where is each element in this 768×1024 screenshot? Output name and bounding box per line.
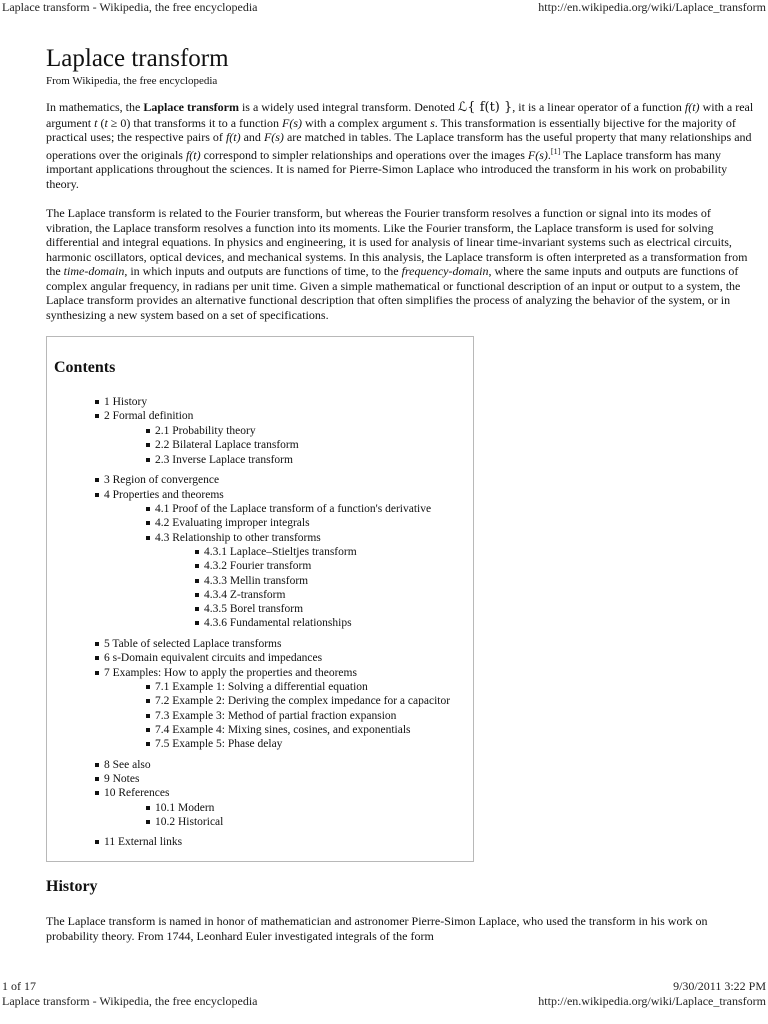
text: . This transformation is essentially bijective for the majority of practical uses; the respective pairs of [46,115,736,144]
toc-item[interactable]: 2.1 Probability theory [155,425,256,437]
math-ft: f(t) [185,147,201,162]
text: The Laplace transform is related to the Fourier transform, but whereas the Fourier transform resolves a function or signal into its modes of vibration, the Laplace transform resolves a function into its moments. Like the Fourier transform, the Laplace transform is used for solving differential and integral equations. In physics and engineering, it is used for analysis of linear time-invariant systems such as electrical circuits, harmonic oscillators, optical devices, and mechanical systems. In this analysis, the Laplace transform is often interpreted as a transformation from the [46,206,748,278]
text: , where the same inputs and outputs are functions of complex angular frequency, in radians per unit time. Given a simple mathematical or functional description of an input or output to a system, the Laplace transform provides an alternative functional description that often simplifies the process of analyzing the behavior of the system, or in synthesizing a new system based on a set of specifications. [46,264,741,322]
toc-item[interactable]: 1 History [104,396,148,408]
toc-item[interactable]: 7.5 Example 5: Phase delay [155,738,283,750]
math-t: t [94,115,98,130]
toc-item[interactable]: 4.3.2 Fourier transform [204,560,312,572]
laplace-notation: ℒ{ f(t) } [457,100,513,115]
toc-item[interactable]: 4.1 Proof of the Laplace transform of a function's derivative [155,503,432,515]
math-Fs: F(s) [282,115,303,130]
print-datetime: 9/30/2011 3:22 PM [673,979,766,993]
history-paragraph: The Laplace transform is named in honor of mathematician and astronomer Pierre-Simon Laplace, who used the transform in his work on probability theory. From 1744, Leonhard Euler investigated integrals of the form [46,914,708,943]
header-title: Laplace transform - Wikipedia, the free encyclopedia [2,0,258,14]
text: are matched in tables. The Laplace transform has the useful property that many relationships and operations over the originals [46,130,752,162]
text: , in which inputs and outputs are functions of time, to the [124,264,402,278]
history-heading: History [46,878,98,895]
table-of-contents [46,336,474,862]
text: and [240,130,264,144]
toc-item[interactable]: 7.3 Example 3: Method of partial fraction expansion [155,710,397,722]
footer-title: Laplace transform - Wikipedia, the free encyclopedia [2,994,258,1008]
toc-item[interactable]: 7.1 Example 1: Solving a differential equation [155,681,368,693]
text: , it is a linear operator of a function [512,100,685,114]
header-url[interactable]: http://en.wikipedia.org/wiki/Laplace_transform [538,0,766,14]
page-subtitle: From Wikipedia, the free encyclopedia [46,75,218,87]
citation-link[interactable]: [1] [550,146,561,156]
text: . [547,147,551,162]
toc-item[interactable]: 10.1 Modern [155,802,215,814]
toc-item[interactable]: 3 Region of convergence [104,474,220,486]
text: with a real argument [46,100,754,130]
toc-item[interactable]: 10.2 Historical [155,816,224,828]
text: In mathematics, the [46,100,144,114]
toc-item[interactable]: 4.3.1 Laplace–Stieltjes transform [204,546,357,558]
toc-item[interactable]: 2.2 Bilateral Laplace transform [155,439,299,451]
term-frequency-domain: frequency-domain [401,264,489,278]
math-t: t [104,115,108,130]
article-content [46,44,756,943]
toc-item[interactable]: 5 Table of selected Laplace transforms [104,638,282,650]
toc-item[interactable]: 4.3.4 Z-transform [204,589,286,601]
intro-paragraph [46,100,756,191]
toc-item[interactable]: 9 Notes [104,773,140,785]
toc-item[interactable]: 6 s-Domain equivalent circuits and impedances [104,652,323,664]
text: The Laplace transform has many important applications throughout the sciences. It is named for Pierre-Simon Laplace who introduced the transform in his work on probability theory. [46,147,728,191]
toc-item[interactable]: 2 Formal definition [104,410,194,422]
toc-title: Contents [54,359,116,376]
math-Fs: F(s) [527,147,548,162]
text: correspond to simpler relationships and operations over the images [200,147,528,162]
toc-item[interactable]: 4.3.5 Borel transform [204,603,304,615]
toc-item[interactable]: 4 Properties and theorems [104,489,224,501]
toc-item[interactable]: 11 External links [104,836,183,848]
page-number: 1 of 17 [2,979,36,993]
page-title: Laplace transform [46,45,229,72]
toc-item[interactable]: 4.2 Evaluating improper integrals [155,517,310,529]
toc-item[interactable]: 2.3 Inverse Laplace transform [155,454,293,466]
math-s: s [430,115,435,130]
toc-item[interactable]: 10 References [104,787,170,799]
toc-item[interactable]: 4.3.3 Mellin transform [204,575,309,587]
text: ( [97,115,105,130]
term-bold: Laplace transform [143,100,239,114]
toc-item[interactable]: 4.3.6 Fundamental relationships [204,617,352,629]
toc-item[interactable]: 7 Examples: How to apply the properties and theorems [104,667,357,679]
toc-item[interactable]: 7.4 Example 4: Mixing sines, cosines, and exponentials [155,724,411,736]
text: with a complex argument [302,115,431,130]
toc-item[interactable]: 8 See also [104,759,151,771]
text: is a widely used integral transform. Denoted [238,100,458,114]
footer-url[interactable]: http://en.wikipedia.org/wiki/Laplace_transform [538,994,766,1008]
math-Fs: F(s) [263,130,284,144]
math-ft: f(t) [684,100,700,114]
toc-item[interactable]: 7.2 Example 2: Deriving the complex impedance for a capacitor [155,695,451,707]
math-ft: f(t) [225,130,241,144]
toc-item[interactable]: 4.3 Relationship to other transforms [155,532,321,544]
text: ≥ 0) that transforms it to a function [107,115,283,130]
second-paragraph [46,206,756,322]
term-time-domain: time-domain [63,264,125,278]
